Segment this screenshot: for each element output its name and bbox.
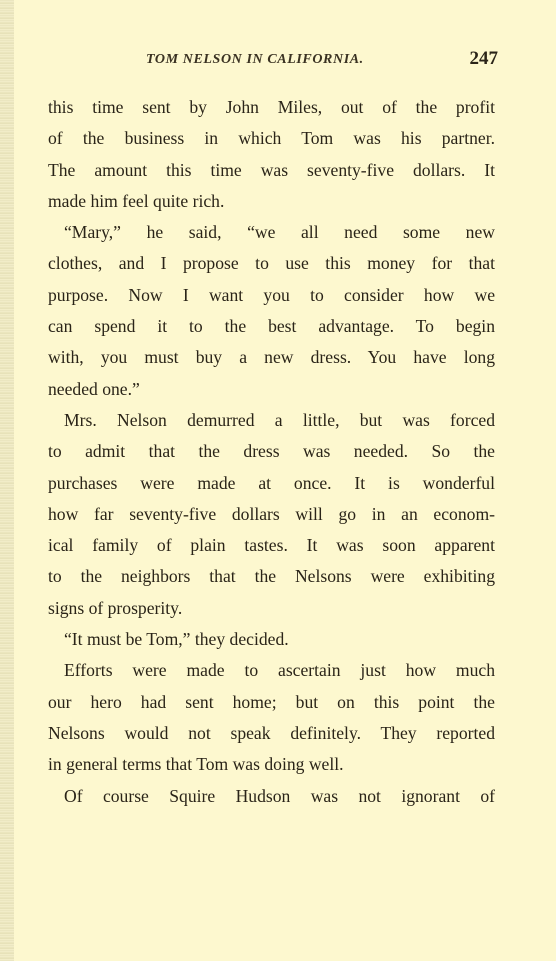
text-line: of the business in which Tom was his partner. <box>48 128 495 149</box>
text-line: this time sent by John Miles, out of the profit <box>48 97 495 117</box>
text-line: needed one.” <box>48 378 140 399</box>
text-line: Of course Squire Hudson was not ignorant of <box>64 785 495 806</box>
text-line: in general terms that Tom was doing well. <box>48 754 344 775</box>
text-line: Efforts were made to ascertain just how much <box>64 660 495 681</box>
text-line: “It must be Tom,” they decided. <box>64 629 289 650</box>
text-line: made him feel quite rich. <box>48 190 225 211</box>
text-line: to the neighbors that the Nelsons were exhibiting <box>48 566 495 587</box>
text-line: can spend it to the best advantage. To begin <box>48 316 495 337</box>
running-title: TOM NELSON IN CALIFORNIA. <box>146 52 364 67</box>
text-line: purchases were made at once. It is wonderful <box>48 472 495 493</box>
text-line: The amount this time was seventy-five dollars. It <box>48 159 495 180</box>
paragraph-3 <box>48 405 495 624</box>
paragraph-6 <box>48 781 495 812</box>
paragraph-4 <box>48 624 495 655</box>
text-line: Mrs. Nelson demurred a little, but was forced <box>64 409 495 430</box>
body-text <box>48 92 495 812</box>
text-line: our hero had sent home; but on this point the <box>48 691 495 712</box>
paragraph-2 <box>48 217 495 405</box>
text-line: with, you must buy a new dress. You have long <box>48 347 495 368</box>
text-line: purpose. Now I want you to consider how we <box>48 284 495 305</box>
paragraph-1 <box>48 92 495 217</box>
text-line: signs of prosperity. <box>48 597 183 618</box>
text-line: Nelsons would not speak definitely. They reported <box>48 722 495 743</box>
text-line: how far seventy-five dollars will go in an econom- <box>48 503 495 524</box>
text-line: “Mary,” he said, “we all need some new <box>64 222 495 243</box>
text-line: ical family of plain tastes. It was soon apparent <box>48 535 495 556</box>
text-line: to admit that the dress was needed. So the <box>48 441 495 462</box>
paragraph-5 <box>48 655 495 780</box>
page-gutter-edge <box>0 0 14 961</box>
page-number: 247 <box>469 48 498 69</box>
page-header <box>48 50 498 72</box>
text-line: clothes, and I propose to use this money for that <box>48 253 495 274</box>
